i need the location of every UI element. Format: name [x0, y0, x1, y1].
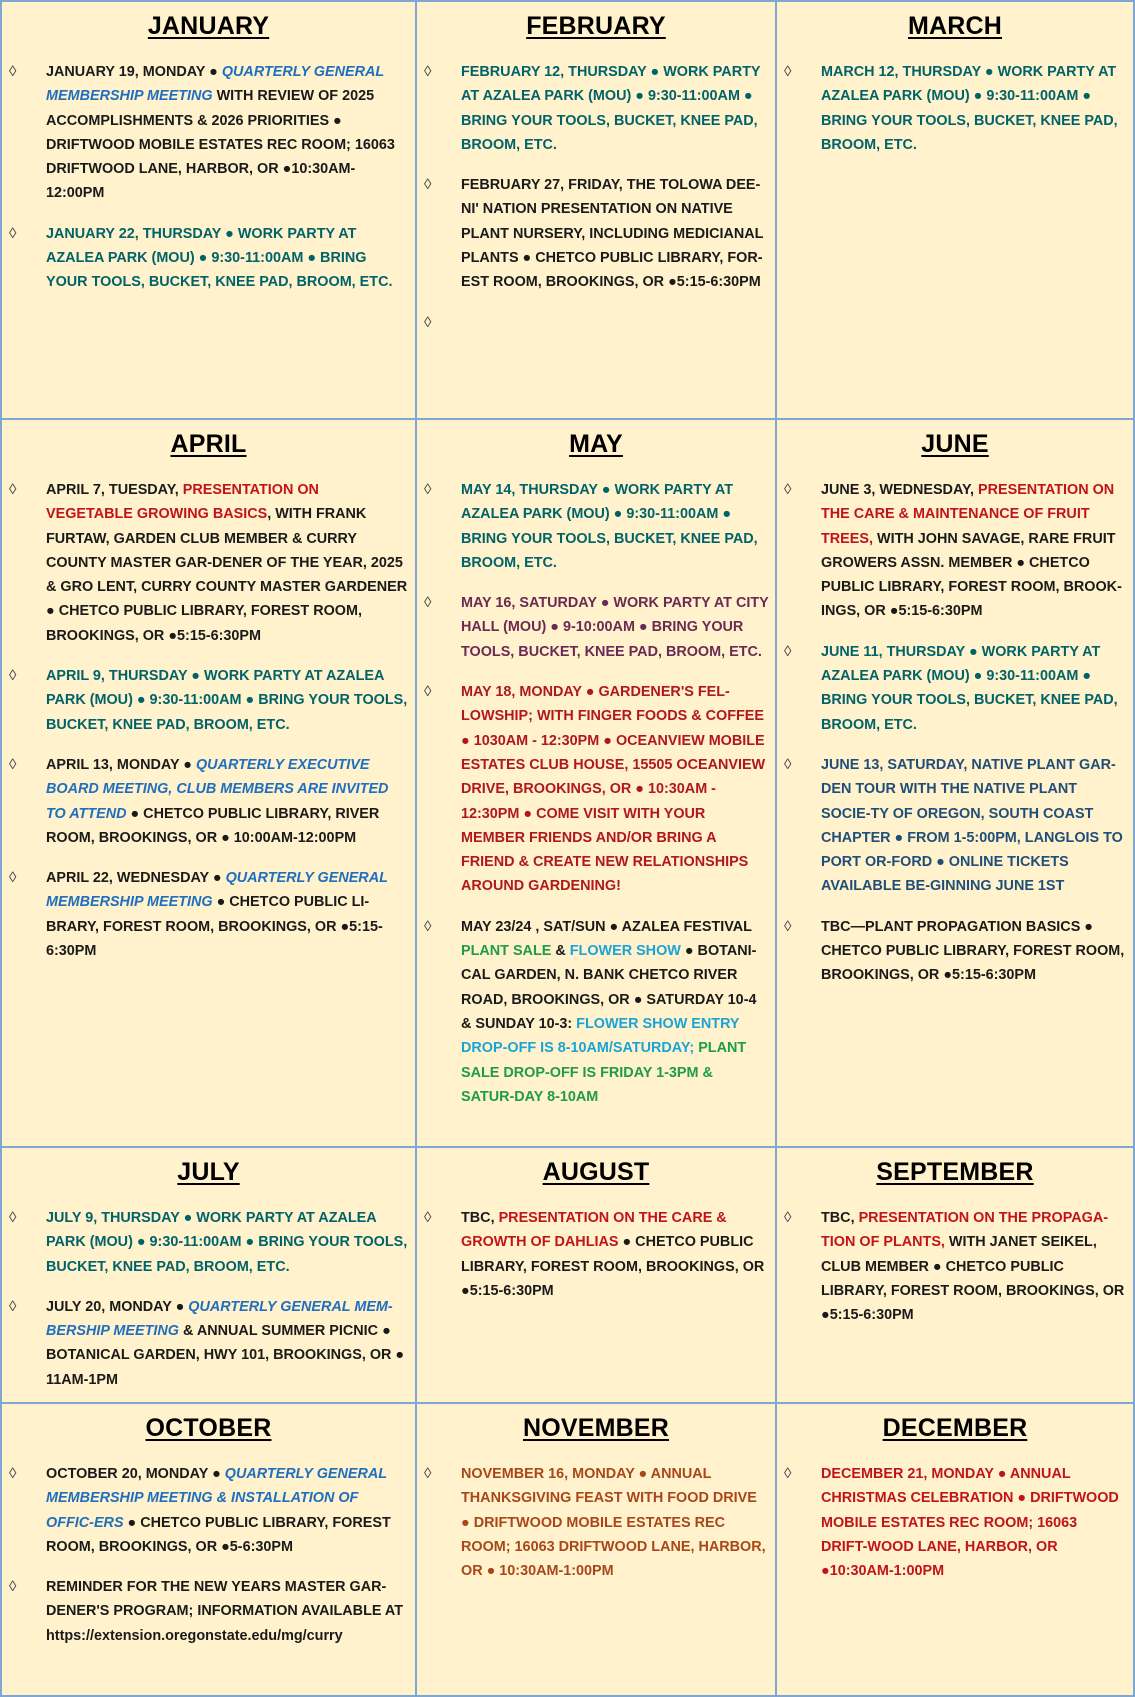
diamond-bullet-icon: ◊	[424, 1465, 432, 1482]
event-text: QUARTERLY GENERAL MEMBERSHIP MEETING & INSTALLATION OF OFFIC-ERS	[46, 1466, 387, 1531]
event-list	[777, 1462, 1133, 1583]
event-item	[424, 60, 769, 157]
event-item	[9, 1462, 409, 1559]
month-cell-july	[2, 1148, 417, 1404]
diamond-bullet-icon: ◊	[424, 313, 432, 331]
month-title: JUNE	[921, 430, 989, 458]
event-text: QUARTERLY GENERAL MEMBERSHIP MEETING	[46, 870, 388, 911]
event-item	[424, 915, 769, 1109]
event-text: JULY 9, THURSDAY ● WORK PARTY AT AZALEA PARK (MOU) ● 9:30-11:00AM ● BRING YOUR TOOLS, BUCKET, KNEE PAD, BROOM, ETC.	[46, 1210, 408, 1275]
month-cell-february	[417, 2, 777, 420]
month-cell-march	[777, 2, 1135, 420]
event-text: ● CHETCO PUBLIC LIBRARY, FOREST ROOM, BROOKINGS, OR ●5:15-6:30PM	[461, 1234, 765, 1299]
month-cell-october	[2, 1404, 417, 1697]
event-text: TBC,	[461, 1210, 499, 1226]
event-text: MAY 23/24 , SAT/SUN ● AZALEA FESTIVAL	[461, 918, 752, 935]
event-text: OCTOBER 20, MONDAY ●	[46, 1466, 225, 1482]
event-text: APRIL 22, WEDNESDAY ●	[46, 870, 226, 887]
diamond-bullet-icon: ◊	[9, 63, 17, 80]
event-text: JANUARY 19, MONDAY ●	[46, 64, 222, 80]
event-text: JUNE 11, THURSDAY ● WORK PARTY AT AZALEA PARK (MOU) ● 9:30-11:00AM ● BRING YOUR TOOLS, BUCKET, KNEE PAD, BROOM, ETC.	[821, 643, 1118, 733]
diamond-bullet-icon: ◊	[784, 755, 792, 773]
diamond-bullet-icon: ◊	[9, 224, 17, 242]
diamond-bullet-icon: ◊	[424, 594, 432, 612]
event-item	[9, 664, 409, 737]
diamond-bullet-icon: ◊	[424, 481, 432, 498]
event-item	[9, 478, 409, 648]
event-item	[784, 1206, 1127, 1327]
event-text: QUARTERLY GENERAL MEMBERSHIP MEETING	[46, 64, 384, 105]
event-text: PLANT SALE	[461, 943, 552, 960]
event-text: PRESENTATION ON THE PROPAGA-TION OF PLANTS,	[821, 1210, 1109, 1251]
event-text: JUNE 13, SATURDAY, NATIVE PLANT GAR-DEN TOUR WITH THE NATIVE PLANT SOCIE-TY OF OREGON, SOUTH COAST CHAPTER ● FROM 1-5:00PM, LANGLOIS TO PORT OR-FORD ● ONLINE TICKETS AVAILABLE BE-GINNING JUNE 1ST	[821, 756, 1123, 895]
event-text: TBC,	[821, 1210, 859, 1226]
event-text: APRIL 7, TUESDAY,	[46, 482, 183, 498]
event-text: MAY 14, THURSDAY ● WORK PARTY AT AZALEA PARK (MOU) ● 9:30-11:00AM ● BRING YOUR TOOLS, BUCKET, KNEE PAD, BROOM, ETC.	[461, 482, 758, 571]
event-item	[784, 753, 1127, 899]
diamond-bullet-icon: ◊	[9, 1578, 17, 1596]
event-text: PRESENTATION ON VEGETABLE GROWING BASICS	[46, 482, 319, 523]
event-text: , WITH FRANK FURTAW, GARDEN CLUB MEMBER & CURRY COUNTY MASTER GAR-DENER OF THE YEAR, 2025 & GRO LENT, CURRY COUNTY MASTER GARDENER ● CHETCO PUBLIC LIBRARY, FOREST ROOM, BROOKINGS, OR ●5:15-6:30PM	[46, 506, 408, 644]
event-list	[417, 1462, 775, 1583]
diamond-bullet-icon: ◊	[784, 63, 792, 80]
month-title: OCTOBER	[145, 1414, 272, 1442]
event-item	[784, 60, 1127, 157]
event-text: PRESENTATION ON THE CARE & MAINTENANCE OF FRUIT TREES,	[821, 482, 1115, 547]
month-title: MARCH	[907, 12, 1003, 40]
diamond-bullet-icon: ◊	[784, 917, 792, 935]
event-item	[424, 680, 769, 899]
event-text: ● CHETCO PUBLIC LIBRARY, FOREST ROOM, BROOKINGS, OR ●5-6:30PM	[46, 1514, 391, 1555]
diamond-bullet-icon: ◊	[9, 481, 17, 498]
event-item	[424, 591, 769, 664]
event-text: WITH REVIEW OF 2025 ACCOMPLISHMENTS & 2026 PRIORITIES ● DRIFTWOOD MOBILE ESTATES REC ROOM; 16063 DRIFTWOOD LANE, HARBOR, OR ●10:30AM-12:00PM	[46, 88, 395, 202]
event-text: &	[551, 943, 570, 960]
event-text: QUARTERLY EXECUTIVE BOARD MEETING, CLUB MEMBERS ARE INVITED TO ATTEND	[46, 756, 389, 822]
event-list	[2, 478, 415, 963]
event-text: NOVEMBER 16, MONDAY ● ANNUAL THANKSGIVING FEAST WITH FOOD DRIVE ● DRIFTWOOD MOBILE ESTATES REC ROOM; 16063 DRIFTWOOD LANE, HARBOR, OR ● 10:30AM-1:00PM	[461, 1466, 766, 1580]
event-text: APRIL 13, MONDAY ●	[46, 756, 196, 773]
event-text: APRIL 9, THURSDAY ● WORK PARTY AT AZALEA PARK (MOU) ● 9:30-11:00AM ● BRING YOUR TOOLS, BUCKET, KNEE PAD, BROOM, ETC.	[46, 668, 408, 733]
diamond-bullet-icon: ◊	[9, 667, 17, 685]
event-item	[424, 311, 769, 335]
month-cell-january	[2, 2, 417, 420]
month-title: DECEMBER	[882, 1414, 1028, 1442]
diamond-bullet-icon: ◊	[9, 755, 17, 773]
month-title: SEPTEMBER	[876, 1158, 1034, 1186]
event-list	[777, 1206, 1133, 1327]
event-list	[2, 60, 415, 295]
event-text: FEBRUARY 12, THURSDAY ● WORK PARTY AT AZALEA PARK (MOU) ● 9:30-11:00AM ● BRING YOUR TOOLS, BUCKET, KNEE PAD, BROOM, ETC.	[461, 64, 761, 153]
event-item	[424, 1462, 769, 1583]
event-text: REMINDER FOR THE NEW YEARS MASTER GAR-DENER'S PROGRAM; INFORMATION AVAILABLE AT https://extension.oregonstate.edu/mg/curry	[46, 1579, 404, 1644]
event-item	[9, 866, 409, 963]
event-item	[424, 478, 769, 575]
month-cell-april	[2, 420, 417, 1148]
diamond-bullet-icon: ◊	[9, 1209, 17, 1226]
event-text: QUARTERLY GENERAL MEM-BERSHIP MEETING	[46, 1298, 393, 1340]
event-text: FLOWER SHOW ENTRY DROP-OFF IS 8-10AM/SATURDAY;	[461, 1015, 740, 1057]
diamond-bullet-icon: ◊	[784, 481, 792, 498]
month-title: JULY	[177, 1158, 240, 1186]
event-text: ● BOTANI-CAL GARDEN, N. BANK CHETCO RIVER ROAD, BROOKINGS, OR ● SATURDAY 10-4 & SUNDAY 10-3:	[461, 943, 757, 1032]
event-text: MAY 16, SATURDAY ● WORK PARTY AT CITY HALL (MOU) ● 9-10:00AM ● BRING YOUR TOOLS, BUCKET, KNEE PAD, BROOM, ETC.	[461, 595, 769, 660]
event-item	[784, 1462, 1127, 1583]
event-item	[784, 478, 1127, 624]
diamond-bullet-icon: ◊	[9, 869, 17, 887]
event-item	[424, 1206, 769, 1303]
event-text: MAY 18, MONDAY ● GARDENER'S FEL-LOWSHIP; WITH FINGER FOODS & COFFEE ● 1030AM - 12:30PM ● OCEANVIEW MOBILE ESTATES CLUB HOUSE, 15505 OCEANVIEW DRIVE, BROOKINGS, OR ● 10:30AM - 12:30PM ● COME VISIT WITH YOUR MEMBER FRIENDS AND/OR BRING A FRIEND & CREATE NEW RELATIONSHIPS AROUND GARDENING!	[461, 684, 766, 895]
event-text: FEBRUARY 27, FRIDAY, THE TOLOWA DEE-NI' NATION PRESENTATION ON NATIVE PLANT NURSERY, INCLUDING MEDICIANAL PLANTS ● CHETCO PUBLIC LIBRARY, FOR-EST ROOM, BROOKINGS, OR ●5:15-6:30PM	[461, 177, 764, 291]
event-text: WITH JANET SEIKEL, CLUB MEMBER ● CHETCO PUBLIC LIBRARY, FOREST ROOM, BROOKINGS, OR ●5:15-6:30PM	[821, 1234, 1125, 1324]
month-title: FEBRUARY	[526, 12, 666, 40]
event-text: JULY 20, MONDAY ●	[46, 1298, 189, 1315]
event-item	[9, 1575, 409, 1648]
diamond-bullet-icon: ◊	[424, 683, 432, 701]
diamond-bullet-icon: ◊	[784, 642, 792, 660]
event-list	[417, 1206, 775, 1303]
event-text: WITH JOHN SAVAGE, RARE FRUIT GROWERS ASSN. MEMBER ● CHETCO PUBLIC LIBRARY, FOREST ROOM, BROOK-INGS, OR ●5:15-6:30PM	[821, 530, 1122, 620]
event-text: FLOWER SHOW	[569, 943, 681, 960]
event-list	[2, 1206, 415, 1392]
event-text: ● CHETCO PUBLIC LI-BRARY, FOREST ROOM, BROOKINGS, OR ●5:15-6:30PM	[46, 894, 383, 960]
event-text: ● CHETCO PUBLIC LIBRARY, RIVER ROOM, BROOKINGS, OR ● 10:00AM-12:00PM	[46, 805, 380, 846]
month-cell-september	[777, 1148, 1135, 1404]
event-text: MARCH 12, THURSDAY ● WORK PARTY AT AZALEA PARK (MOU) ● 9:30-11:00AM ● BRING YOUR TOOLS, BUCKET, KNEE PAD, BROOM, ETC.	[821, 64, 1118, 153]
event-item	[9, 1295, 409, 1392]
event-text: TBC—PLANT PROPAGATION BASICS ● CHETCO PUBLIC LIBRARY, FOREST ROOM, BROOKINGS, OR ●5:15-6:30PM	[821, 918, 1125, 984]
diamond-bullet-icon: ◊	[9, 1465, 17, 1482]
event-item	[9, 1206, 409, 1279]
event-text: PRESENTATION ON THE CARE & GROWTH OF DAHLIAS	[461, 1210, 727, 1251]
diamond-bullet-icon: ◊	[424, 176, 432, 194]
event-item	[9, 60, 409, 206]
month-cell-august	[417, 1148, 777, 1404]
event-list	[417, 60, 775, 335]
month-title: JANUARY	[147, 12, 270, 40]
event-list	[777, 60, 1133, 157]
event-item	[9, 753, 409, 850]
month-title: AUGUST	[542, 1158, 650, 1186]
month-title: APRIL	[170, 430, 247, 458]
event-text: & ANNUAL SUMMER PICNIC ● BOTANICAL GARDEN, HWY 101, BROOKINGS, OR ● 11AM-1PM	[46, 1323, 405, 1388]
event-list	[2, 1462, 415, 1648]
diamond-bullet-icon: ◊	[424, 1209, 432, 1226]
month-cell-november	[417, 1404, 777, 1697]
diamond-bullet-icon: ◊	[9, 1297, 17, 1315]
event-list	[777, 478, 1133, 988]
month-cell-may	[417, 420, 777, 1148]
event-text: JANUARY 22, THURSDAY ● WORK PARTY AT AZALEA PARK (MOU) ● 9:30-11:00AM ● BRING YOUR TOOLS, BUCKET, KNEE PAD, BROOM, ETC.	[46, 225, 393, 291]
event-text: DECEMBER 21, MONDAY ● ANNUAL CHRISTMAS CELEBRATION ● DRIFTWOOD MOBILE ESTATES REC ROOM; 16063 DRIFT-WOOD LANE, HARBOR, OR ●10:30AM-1:00PM	[821, 1466, 1119, 1580]
event-item	[784, 640, 1127, 737]
month-title: NOVEMBER	[522, 1414, 670, 1442]
diamond-bullet-icon: ◊	[784, 1209, 792, 1226]
event-item	[784, 915, 1127, 988]
month-cell-june	[777, 420, 1135, 1148]
event-item	[9, 222, 409, 295]
month-title: MAY	[569, 430, 623, 458]
event-item	[424, 173, 769, 294]
event-list	[417, 478, 775, 1109]
event-text: JUNE 3, WEDNESDAY,	[821, 482, 979, 498]
diamond-bullet-icon: ◊	[424, 63, 432, 80]
event-text: PLANT SALE DROP-OFF IS FRIDAY 1-3PM & SATUR-DAY 8-10AM	[461, 1040, 747, 1105]
diamond-bullet-icon: ◊	[424, 917, 432, 935]
diamond-bullet-icon: ◊	[784, 1465, 792, 1482]
month-cell-december	[777, 1404, 1135, 1697]
